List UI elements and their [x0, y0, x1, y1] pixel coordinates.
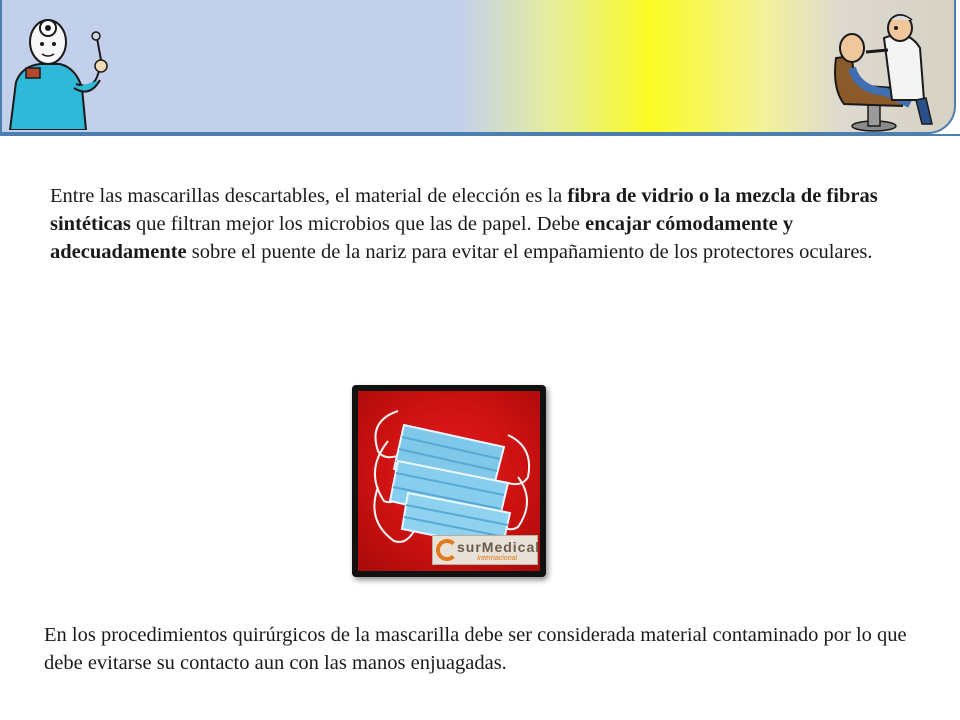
logo-sub-text: Internacional [477, 555, 518, 562]
intro-text-1: Entre las mascarillas descartables, el material de elección es la [50, 185, 568, 207]
header-banner [0, 0, 956, 134]
logo-main-text: surMedical [457, 539, 540, 555]
closing-paragraph: En los procedimientos quirúrgicos de la mascarilla debe ser considerada material contaminado por lo que debe evitarse su contacto aun con las manos enjuagadas. [44, 624, 907, 674]
intro-text-3: sobre el puente de la nariz para evitar el empañamiento de los protectores oculares. [186, 241, 873, 263]
intro-bold-2: encajar cómodamente y adecuadamente [50, 213, 794, 263]
surmedical-logo [432, 535, 538, 565]
intro-text-2: que filtran mejor los microbios que las de papel. Debe [130, 213, 586, 235]
intro-paragraph [50, 182, 920, 266]
intro-bold-1: fibra de vidrio o la mezcla de fibras sintéticas [50, 185, 878, 235]
surgical-masks-image [358, 391, 540, 571]
dentist-cartoon-icon [2, 4, 114, 130]
dental-patient-cartoon-icon [822, 8, 940, 132]
logo-mark-icon [436, 539, 458, 561]
header-divider [0, 134, 960, 136]
masks-photo-frame [352, 385, 546, 577]
